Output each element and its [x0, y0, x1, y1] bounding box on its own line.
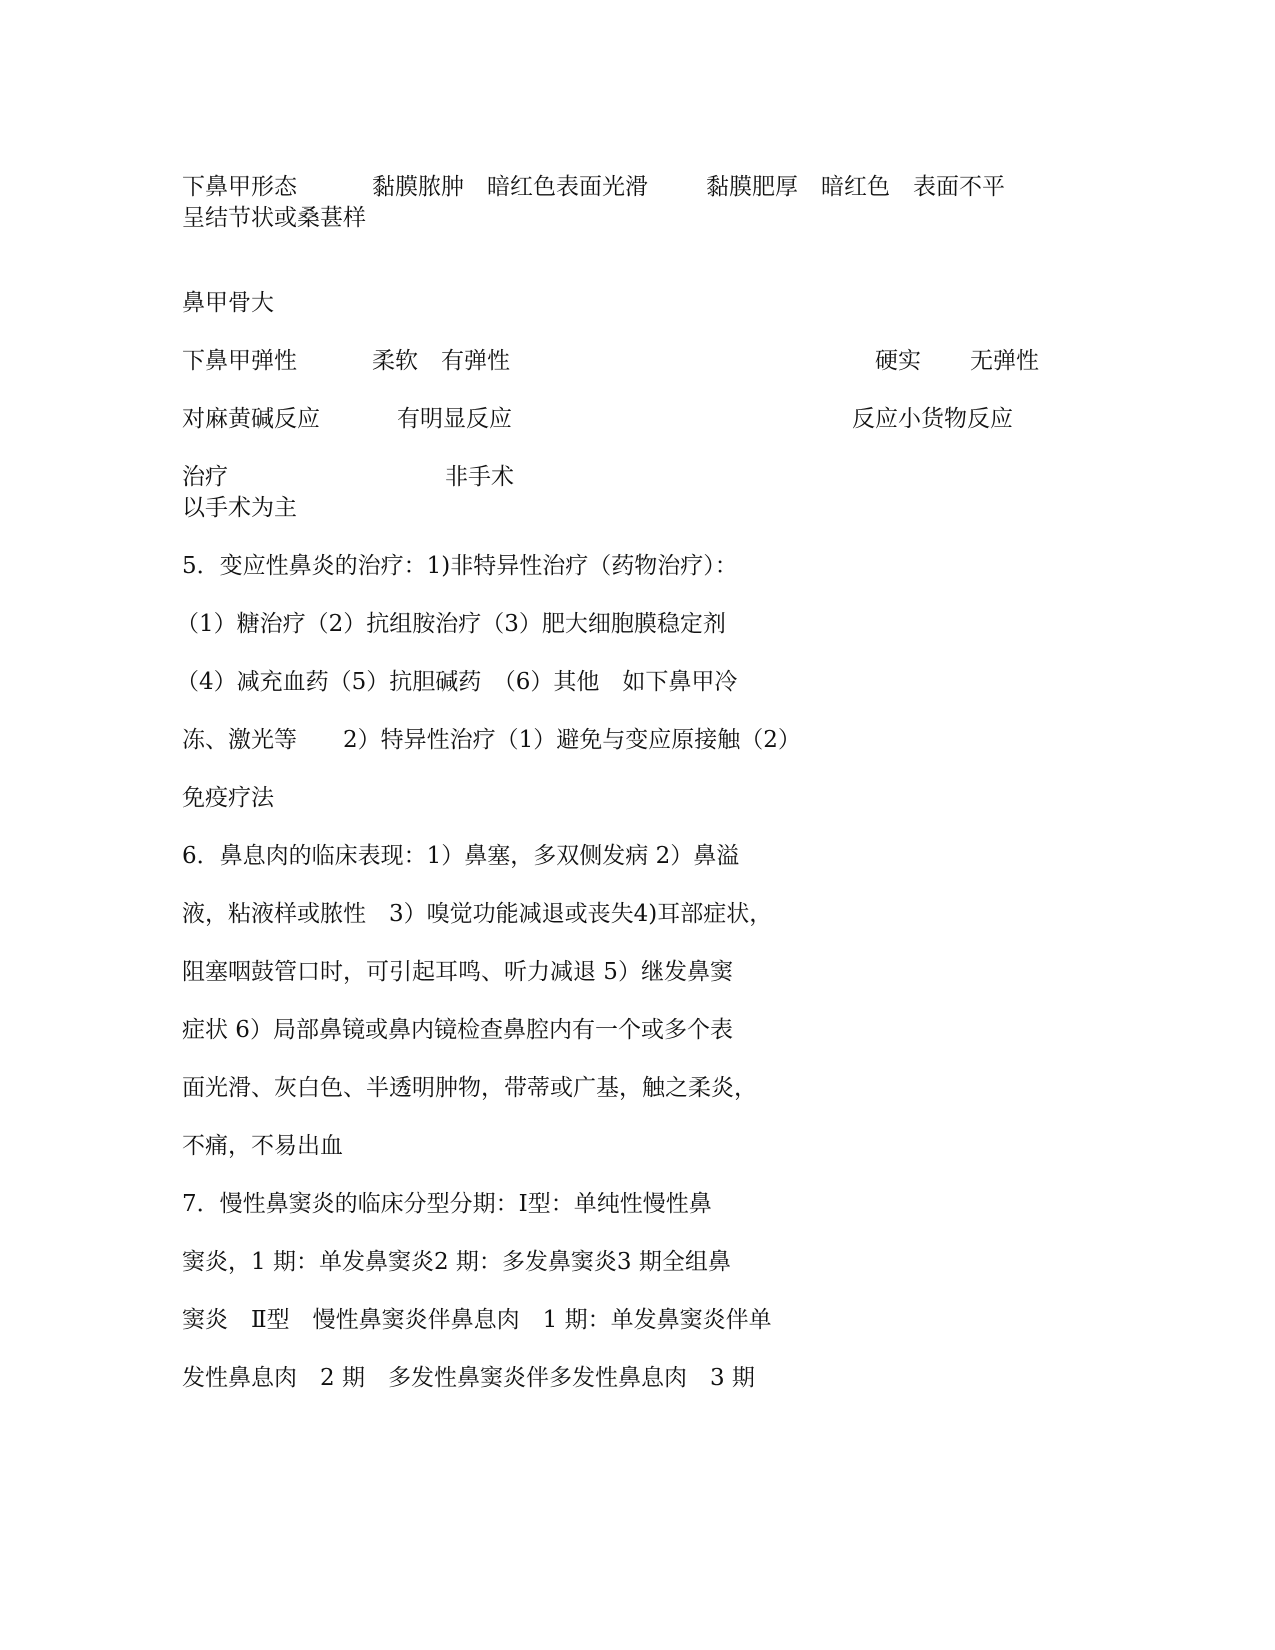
paragraph-line: 面光滑、灰白色、半透明肿物，带蒂或广基，触之柔炎，	[182, 1075, 757, 1101]
paragraph-line: （1）糖治疗（2）抗组胺治疗（3）肥大细胞膜稳定剂	[176, 611, 726, 637]
row-treatment-label: 治疗	[182, 464, 228, 490]
row-morphology-label: 下鼻甲形态	[182, 174, 297, 200]
paragraph-line: 5．变应性鼻炎的治疗：1)非特异性治疗（药物治疗）：	[182, 553, 738, 579]
row-ephedrine-col1: 有明显反应	[397, 406, 512, 432]
row-morphology-col2-cont2: 鼻甲骨大	[182, 290, 274, 316]
row-treatment-col2: 以手术为主	[182, 495, 297, 521]
row-ephedrine-col2: 反应小货物反应	[852, 406, 1013, 432]
row-morphology-col2-cont: 呈结节状或桑葚样	[182, 205, 366, 231]
paragraph-line: 液，粘液样或脓性 3）嗅觉功能减退或丧失4)耳部症状，	[182, 901, 773, 927]
paragraph-line: 发性鼻息肉 2 期 多发性鼻窦炎伴多发性鼻息肉 3 期	[182, 1365, 755, 1391]
row-morphology-col2: 黏膜肥厚 暗红色 表面不平	[706, 174, 1005, 200]
paragraph-line: 7．慢性鼻窦炎的临床分型分期：Ⅰ型：单纯性慢性鼻	[182, 1191, 712, 1217]
paragraph-line: 窦炎 Ⅱ型 慢性鼻窦炎伴鼻息肉 1 期：单发鼻窦炎伴单	[182, 1307, 772, 1333]
paragraph-line: 窦炎，1 期：单发鼻窦炎2 期：多发鼻窦炎3 期全组鼻	[182, 1249, 731, 1275]
row-morphology-col1: 黏膜脓肿 暗红色表面光滑	[372, 174, 648, 200]
paragraph-line: 阻塞咽鼓管口时，可引起耳鸣、听力减退 5）继发鼻窦	[182, 959, 733, 985]
row-ephedrine-label: 对麻黄碱反应	[182, 406, 320, 432]
row-elasticity-col2a: 硬实	[875, 348, 921, 374]
paragraph-line: （4）减充血药（5）抗胆碱药 （6）其他 如下鼻甲冷	[176, 669, 738, 695]
paragraph-line: 免疫疗法	[182, 785, 274, 811]
paragraph-line: 症状 6）局部鼻镜或鼻内镜检查鼻腔内有一个或多个表	[182, 1017, 733, 1043]
row-elasticity-col2b: 无弹性	[970, 348, 1039, 374]
row-elasticity-label: 下鼻甲弹性	[182, 348, 297, 374]
row-elasticity-col1: 柔软 有弹性	[372, 348, 510, 374]
paragraph-line: 冻、激光等 2）特异性治疗（1）避免与变应原接触（2）	[182, 727, 801, 753]
row-treatment-col1: 非手术	[445, 464, 514, 490]
paragraph-line: 6．鼻息肉的临床表现：1）鼻塞，多双侧发病 2）鼻溢	[182, 843, 740, 869]
paragraph-line: 不痛，不易出血	[182, 1133, 343, 1159]
